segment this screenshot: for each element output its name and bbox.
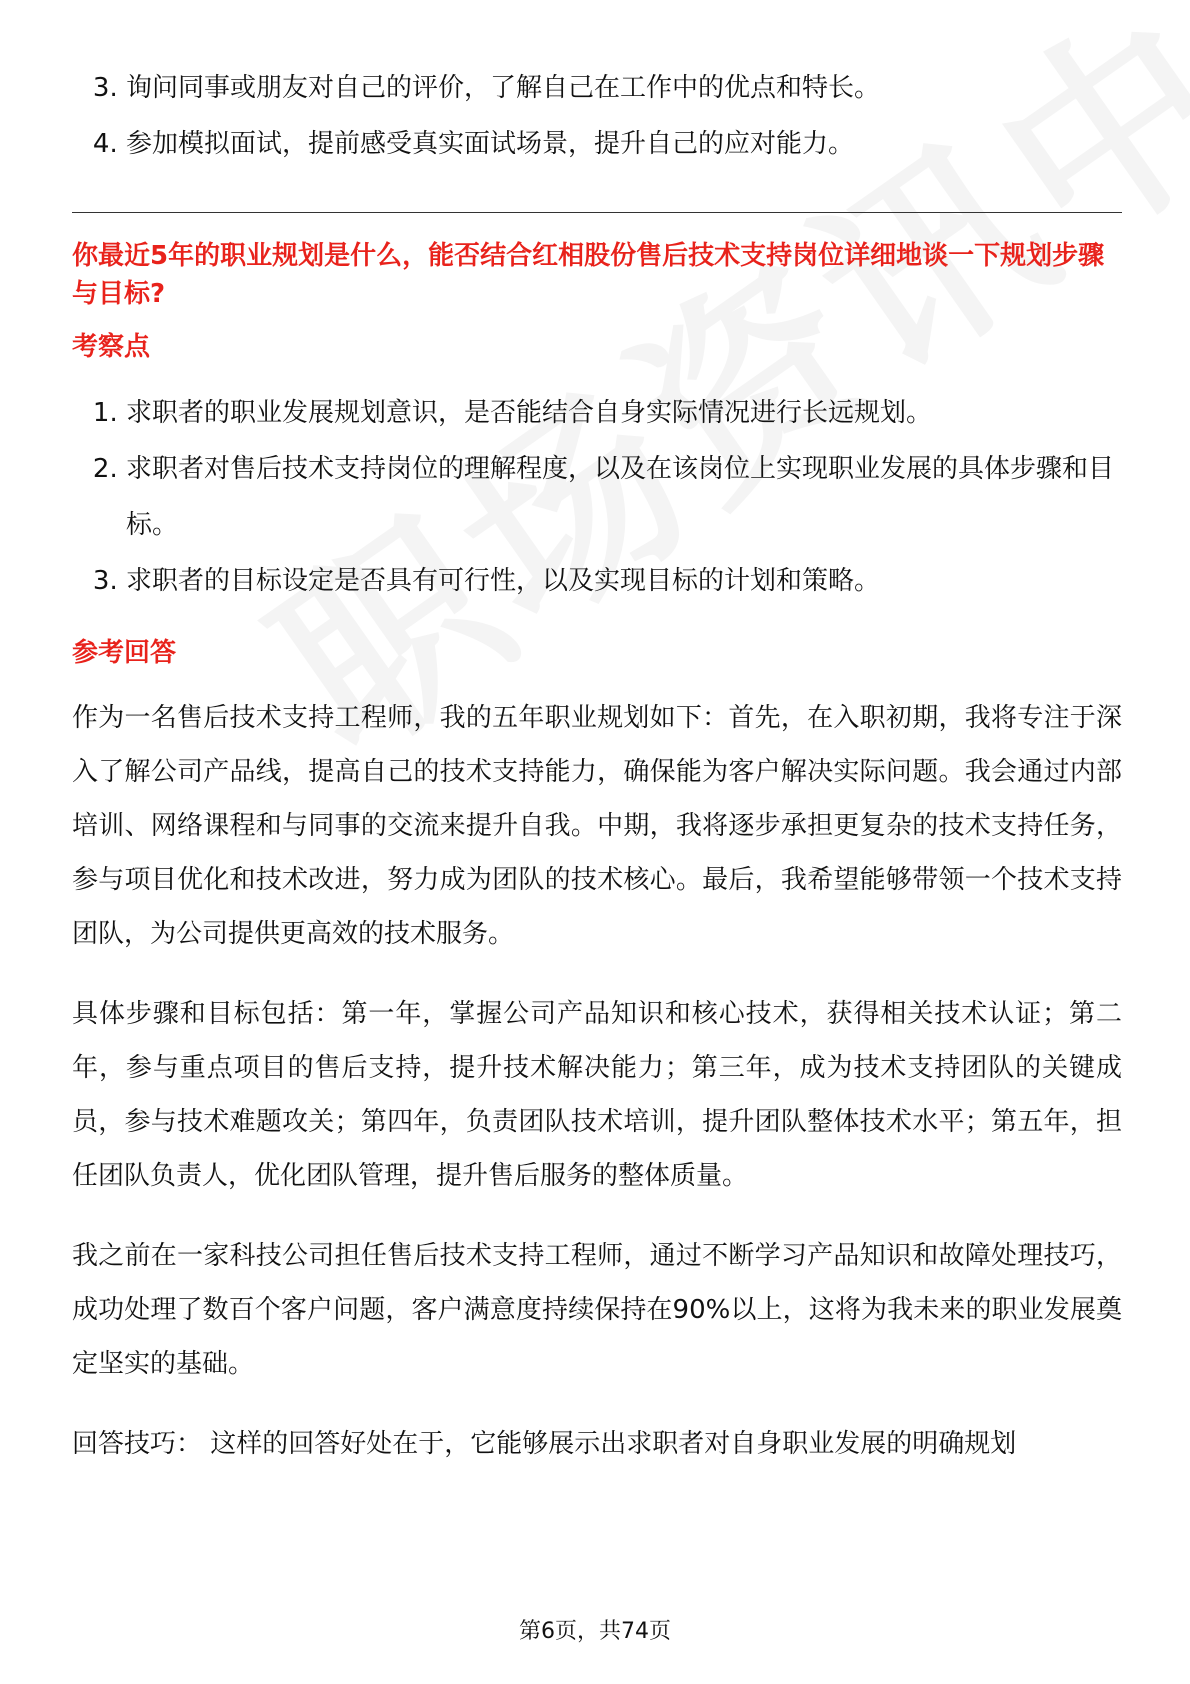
answer-paragraph: 我之前在一家科技公司担任售后技术支持工程师，通过不断学习产品知识和故障处理技巧，成功处理了数百个客户问题，客户满意度持续保持在90%以上，这将为我未来的职业发展奠定坚实的基础。	[72, 1241, 1122, 1379]
list-item: 2. 求职者对售后技术支持岗位的理解程度，以及在该岗位上实现职业发展的具体步骤和目标。	[126, 441, 1122, 553]
page-number: 第6页，共74页	[519, 1619, 671, 1644]
list-item: 3. 求职者的目标设定是否具有可行性，以及实现目标的计划和策略。	[126, 553, 1122, 609]
answer-paragraph: 作为一名售后技术支持工程师，我的五年职业规划如下：首先，在入职初期，我将专注于深入了解公司产品线，提高自己的技术支持能力，确保能为客户解决实际问题。我会通过内部培训、网络课程和与同事的交流来提升自我。中期，我将逐步承担更复杂的技术支持任务，参与项目优化和技术改进，努力成为团队的技术核心。最后，我希望能够带领一个技术支持团队，为公司提供更高效的技术服务。	[72, 703, 1122, 949]
list-item: 3. 询问同事或朋友对自己的评价，了解自己在工作中的优点和特长。	[126, 60, 1122, 116]
list-item: 4. 参加模拟面试，提前感受真实面试场景，提升自己的应对能力。	[126, 116, 1122, 172]
question-heading: 你最近5年的职业规划是什么，能否结合红相股份售后技术支持岗位详细地谈一下规划步骤与目标?	[72, 241, 1105, 309]
answer-tips: 回答技巧： 这样的回答好处在于，它能够展示出求职者对自身职业发展的明确规划	[72, 1429, 1017, 1459]
kaochadian-title: 考察点	[72, 332, 151, 362]
document-page	[72, 60, 1122, 1471]
answer-paragraph: 具体步骤和目标包括：第一年，掌握公司产品知识和核心技术，获得相关技术认证；第二年，参与重点项目的售后支持，提升技术解决能力；第三年，成为技术支持团队的关键成员，参与技术难题攻关；第四年，负责团队技术培训，提升团队整体技术水平；第五年，担任团队负责人，优化团队管理，提升售后服务的整体质量。	[72, 999, 1122, 1191]
list-item: 1. 求职者的职业发展规划意识，是否能结合自身实际情况进行长远规划。	[126, 385, 1122, 441]
top-numbered-list	[72, 60, 1122, 172]
answer-title: 参考回答	[72, 638, 177, 668]
kaochadian-list	[72, 385, 1122, 609]
section-divider	[72, 212, 1122, 213]
